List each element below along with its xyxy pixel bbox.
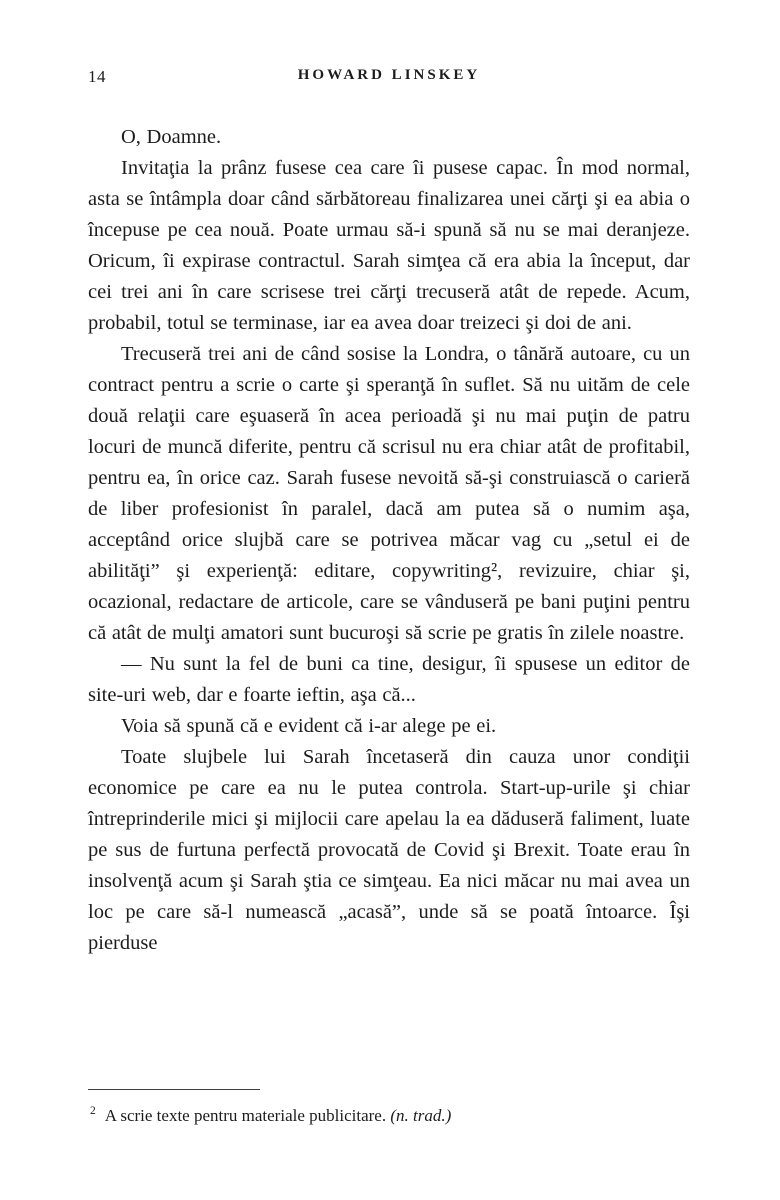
footnote-text: A scrie texte pentru materiale publicitare. (104, 1106, 391, 1125)
footnote (88, 1104, 690, 1128)
page-header (88, 66, 690, 84)
footnote-divider (88, 1089, 260, 1090)
body-text (88, 122, 690, 959)
paragraph: Invitaţia la prânz fusese cea care îi pusese capac. În mod normal, asta se întâmpla doar când sărbătoreau finalizarea unei cărţi şi ea abia o începuse pe cea nouă. Poate urmau să-i spună să nu se mai deranjeze. Oricum, îi expirase contractul. Sarah simţea că era abia la început, dar cei trei ani în care scrisese trei cărţi trecuseră atât de repede. Acum, probabil, totul se terminase, iar ea avea doar treizeci şi doi de ani. (88, 157, 690, 334)
footnote-marker: 2 (90, 1105, 96, 1118)
paragraph: Toate slujbele lui Sarah încetaseră din cauza unor condiţii economice pe care ea nu le putea controla. Start-up-urile şi chiar întreprinderile mici şi mijlocii care apelau la ea dăduseră faliment, luate pe sus de furtuna perfectă provocată de Covid şi Brexit. Toate erau în insolvenţă acum şi Sarah ştia ce simţeau. Ea nici măcar nu mai avea un loc pe care să-l numească „acasă”, unde să se poată întoarce. Îşi pierduse (88, 746, 690, 954)
paragraph: Trecuseră trei ani de când sosise la Londra, o tânără autoare, cu un contract pentru a scrie o carte şi speranţă în suflet. Să nu uităm de cele două relaţii care eşuaseră în acea perioadă şi nu mai puţin de patru locuri de muncă diferite, pentru că scrisul nu era chiar atât de profitabil, pentru ea, în orice caz. Sarah fusese nevoită să-şi construiască o carieră de liber profesionist în paralel, dacă am putea să o numim aşa, acceptând orice slujbă care se potrivea măcar vag cu „setul ei de abilităţi” şi experienţă: editare, copywriting², revizuire, chiar şi, ocazional, redactare de articole, care se vânduseră pe bani puţini pentru că atât de mulţi amatori sunt bucuroşi să scrie pe gratis în zilele noastre. (88, 343, 690, 644)
paragraph-opening: O, Doamne. (121, 126, 222, 148)
page-number: 14 (88, 67, 106, 86)
paragraph: Voia să spună că e evident că i-ar alege pe ei. (121, 715, 497, 737)
paragraph-dialogue: — Nu sunt la fel de buni ca tine, desigur, îi spusese un editor de site-uri web, dar e foarte ieftin, aşa că... (88, 653, 690, 706)
footnote-source: (n. trad.) (390, 1106, 452, 1125)
running-header-author: HOWARD LINSKEY (297, 67, 481, 83)
footnote-area (88, 1089, 690, 1128)
